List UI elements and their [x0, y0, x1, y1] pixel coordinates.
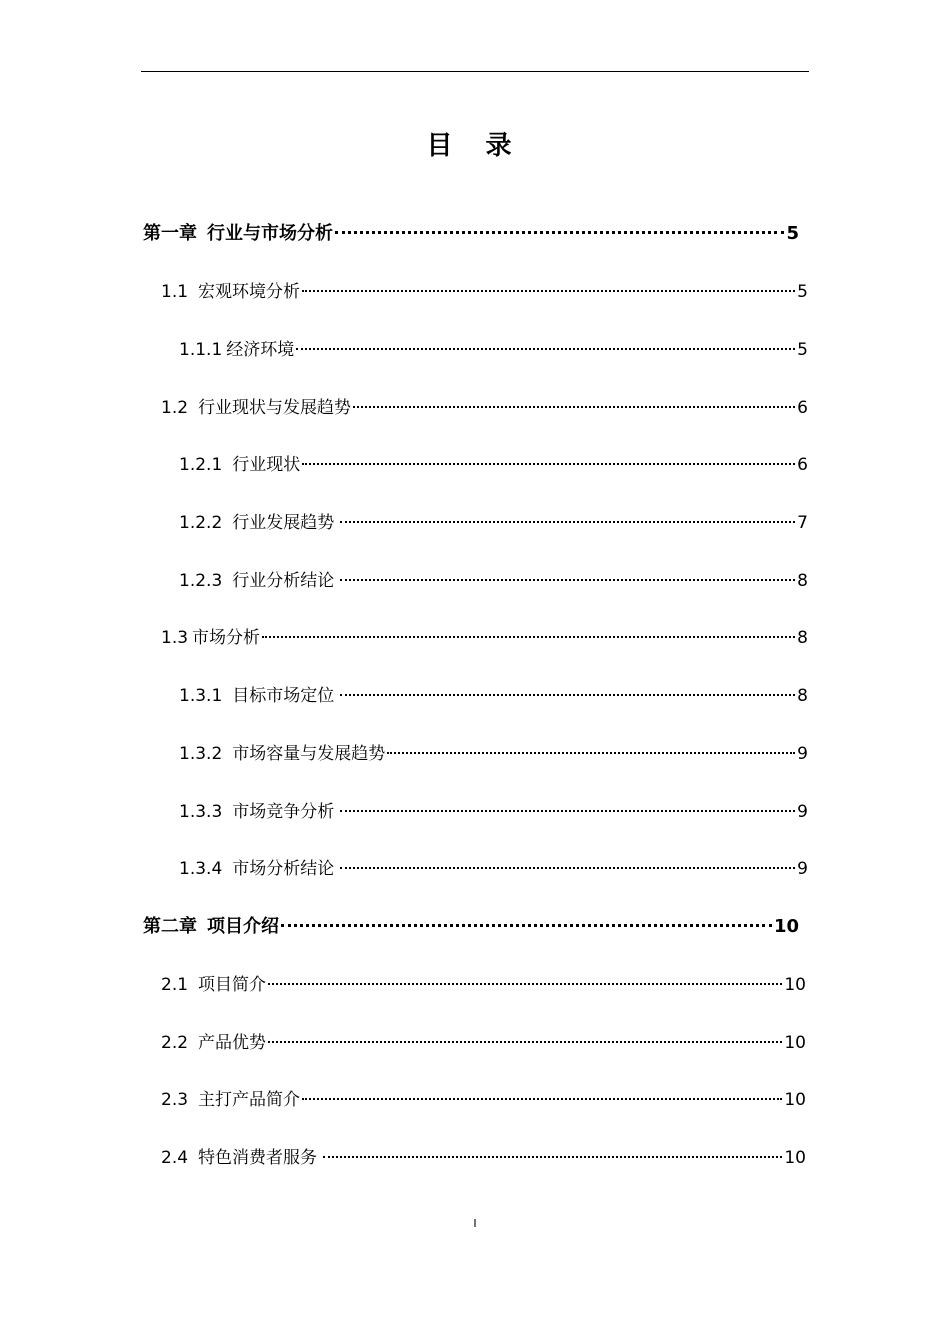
toc-entry-number: 1.2.3: [179, 571, 223, 591]
toc-entry-page: 9: [797, 802, 808, 822]
toc-entry-number: 1.2: [161, 398, 189, 418]
toc-entry-number: 2.1: [161, 975, 189, 995]
toc-leader-dots: [340, 521, 795, 523]
toc-entry-page: 10: [784, 1090, 806, 1110]
toc-leader-dots: [340, 694, 795, 696]
toc-entry-page: 9: [797, 859, 808, 879]
toc-entry-text: 项目介绍: [207, 916, 279, 937]
toc-entry-page: 5: [797, 340, 808, 360]
toc-entry-page: 6: [797, 455, 808, 475]
toc-entry-page: 8: [797, 628, 808, 648]
toc-entry-page: 8: [797, 686, 808, 706]
toc-entry-number: 1.3.4: [179, 859, 223, 879]
toc-entry-text: 市场竞争分析: [232, 802, 335, 822]
toc-entry-text: 项目简介: [198, 975, 267, 995]
toc-entry-number: 1.3.1: [179, 686, 223, 706]
toc-entry-1-2[interactable]: [161, 393, 808, 423]
toc-entry-number: 1.2.1: [179, 455, 223, 475]
toc-entry-1-3-4[interactable]: [179, 854, 808, 884]
toc-entry-text: 特色消费者服务: [198, 1148, 318, 1168]
toc-entry-text: 市场分析: [192, 628, 261, 648]
toc-leader-dots: [302, 1098, 782, 1100]
toc-leader-dots: [262, 636, 795, 638]
toc-entry-1-3[interactable]: [161, 623, 808, 653]
toc-leader-dots: [302, 463, 795, 465]
toc-entry-page: 10: [784, 975, 806, 995]
toc-entry-number: 1.2.2: [179, 513, 223, 533]
toc-entry-page: 10: [784, 1033, 806, 1053]
toc-leader-dots: [340, 579, 795, 581]
toc-entry-number: 2.2: [161, 1033, 189, 1053]
toc-entry-page: 10: [784, 1148, 806, 1168]
toc-entry-text: 行业与市场分析: [207, 223, 333, 244]
toc-leader-dots: [302, 290, 795, 292]
toc-entry-text: 产品优势: [198, 1033, 267, 1053]
toc-entry-1-2-1[interactable]: [179, 450, 808, 480]
toc-entry-page: 6: [797, 398, 808, 418]
toc-entry-text: 市场分析结论: [232, 859, 335, 879]
toc-entry-page: 5: [797, 282, 808, 302]
toc-entry-text: 行业现状与发展趋势: [198, 398, 352, 418]
toc-leader-dots: [340, 867, 795, 869]
toc-entry-2-1[interactable]: [161, 970, 806, 1000]
toc-leader-dots: [296, 348, 795, 350]
toc-leader-dots: [281, 924, 772, 927]
toc-leader-dots: [323, 1156, 782, 1158]
toc-entry-page: 10: [773, 916, 799, 937]
toc-entry-text: 行业现状: [232, 455, 301, 475]
toc-entry-number: 1.1: [161, 282, 189, 302]
toc-entry-1-3-2[interactable]: [179, 739, 808, 769]
toc-entry-text: 行业分析结论: [232, 571, 335, 591]
toc-entry-page: 9: [797, 744, 808, 764]
toc-entry-number: 1.3: [161, 628, 189, 648]
toc-entry-1-3-3[interactable]: [179, 797, 808, 827]
toc-entry-1-1-1[interactable]: [179, 335, 808, 365]
toc-leader-dots: [340, 810, 795, 812]
toc-entry-page: 5: [786, 223, 799, 244]
toc-leader-dots: [387, 752, 795, 754]
toc-entry-number: 1.3.2: [179, 744, 223, 764]
toc-entry-number: 2.4: [161, 1148, 189, 1168]
toc-leader-dots: [353, 406, 795, 408]
toc-entry-text: 主打产品简介: [198, 1090, 301, 1110]
toc-entry-2-3[interactable]: [161, 1085, 806, 1115]
toc-entry-1-2-3[interactable]: [179, 566, 808, 596]
toc-entry-chapter-2[interactable]: [143, 912, 799, 942]
toc-entry-number: 2.3: [161, 1090, 189, 1110]
toc-entry-2-4[interactable]: [161, 1143, 806, 1173]
toc-entry-text: 宏观环境分析: [198, 282, 301, 302]
toc-entry-number: 1.3.3: [179, 802, 223, 822]
toc-entry-1-1[interactable]: [161, 277, 808, 307]
toc-entry-number: 1.1.1: [179, 340, 223, 360]
toc-entry-chapter-1[interactable]: [143, 219, 799, 249]
toc-entry-number: 第二章: [143, 916, 197, 937]
toc-entry-page: 8: [797, 571, 808, 591]
toc-leader-dots: [268, 983, 782, 985]
toc-entry-page: 7: [797, 513, 808, 533]
toc-entry-1-3-1[interactable]: [179, 681, 808, 711]
toc-entry-text: 行业发展趋势: [232, 513, 335, 533]
toc-title: 目 录: [426, 131, 524, 161]
footer-page-number: I: [473, 1217, 477, 1230]
toc-entry-number: 第一章: [143, 223, 197, 244]
toc-leader-dots: [335, 231, 784, 234]
toc-entry-2-2[interactable]: [161, 1028, 806, 1058]
toc-entry-text: 目标市场定位: [232, 686, 335, 706]
toc-entry-1-2-2[interactable]: [179, 508, 808, 538]
toc-leader-dots: [268, 1041, 782, 1043]
toc-entry-text: 市场容量与发展趋势: [232, 744, 386, 764]
toc-entry-text: 经济环境: [226, 340, 295, 360]
